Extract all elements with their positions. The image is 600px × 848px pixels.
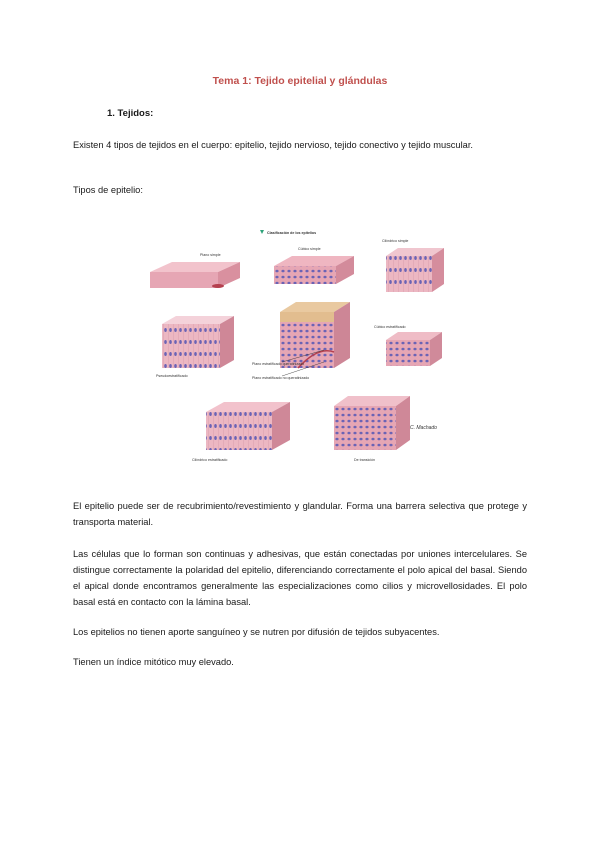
intro-paragraph: Existen 4 tipos de tejidos en el cuerpo: epitelio, tejido nervioso, tejido conectivo y tejido muscular. [73, 140, 473, 150]
simple-squamous-block [150, 262, 240, 288]
simple-columnar-block [386, 248, 444, 292]
stratified-columnar-block [206, 402, 290, 450]
label-cilindrico-simple: Cilíndrico simple [382, 239, 409, 243]
label-de-transicion: De transición [354, 458, 375, 462]
figure-caption: Clasificación de los epitelios [267, 231, 317, 235]
pseudostratified-block [162, 316, 234, 368]
label-cubico-simple: Cúbico simple [298, 247, 321, 251]
label-plano-simple: Plano simple [200, 253, 221, 257]
marker-icon [260, 230, 264, 234]
label-cubico-estratificado: Cúbico estratificado [374, 325, 406, 329]
simple-cuboidal-block [274, 256, 354, 284]
types-heading: Tipos de epitelio: [73, 185, 143, 195]
section-heading: 1. Tejidos: [107, 108, 154, 119]
cells-paragraph: Las células que lo forman son continuas y adhesivas, que están conectadas por uniones intercelulares. Se distingue correctamente la polaridad del epitelio, diferenciando correctamente el polo apical del basal. Siendo el apical donde encontramos generalmente las especializaciones como cilios y microvellosidades. El polo basal está en contacto con la lámina basal. [73, 549, 527, 607]
stratified-cuboidal-block [386, 332, 442, 366]
transitional-block [334, 396, 410, 450]
signature: C. Machado [410, 425, 437, 431]
blood-paragraph: Los epitelios no tienen aporte sanguíneo y se nutren por difusión de tejidos subyacentes. [73, 627, 440, 637]
label-pseudoestratificado: Pseudoestratificado [156, 374, 188, 378]
label-plano-estratificado-queratinizado: Plano estratificado queratinizado [252, 362, 305, 366]
label-plano-estratificado-no-queratinizado: Plano estratificado no queratinizado [252, 376, 310, 380]
stratified-squamous-block [280, 302, 350, 368]
page-title: Tema 1: Tejido epitelial y glándulas [212, 75, 388, 87]
label-cilindrico-estratificado: Cilíndrico estratificado [192, 458, 228, 462]
barrier-paragraph: El epitelio puede ser de recubrimiento/revestimiento y glandular. Forma una barrera selectiva que protege y transporta material. [73, 501, 527, 527]
epithelium-figure [148, 226, 456, 466]
mitotic-paragraph: Tienen un índice mitótico muy elevado. [73, 657, 234, 667]
